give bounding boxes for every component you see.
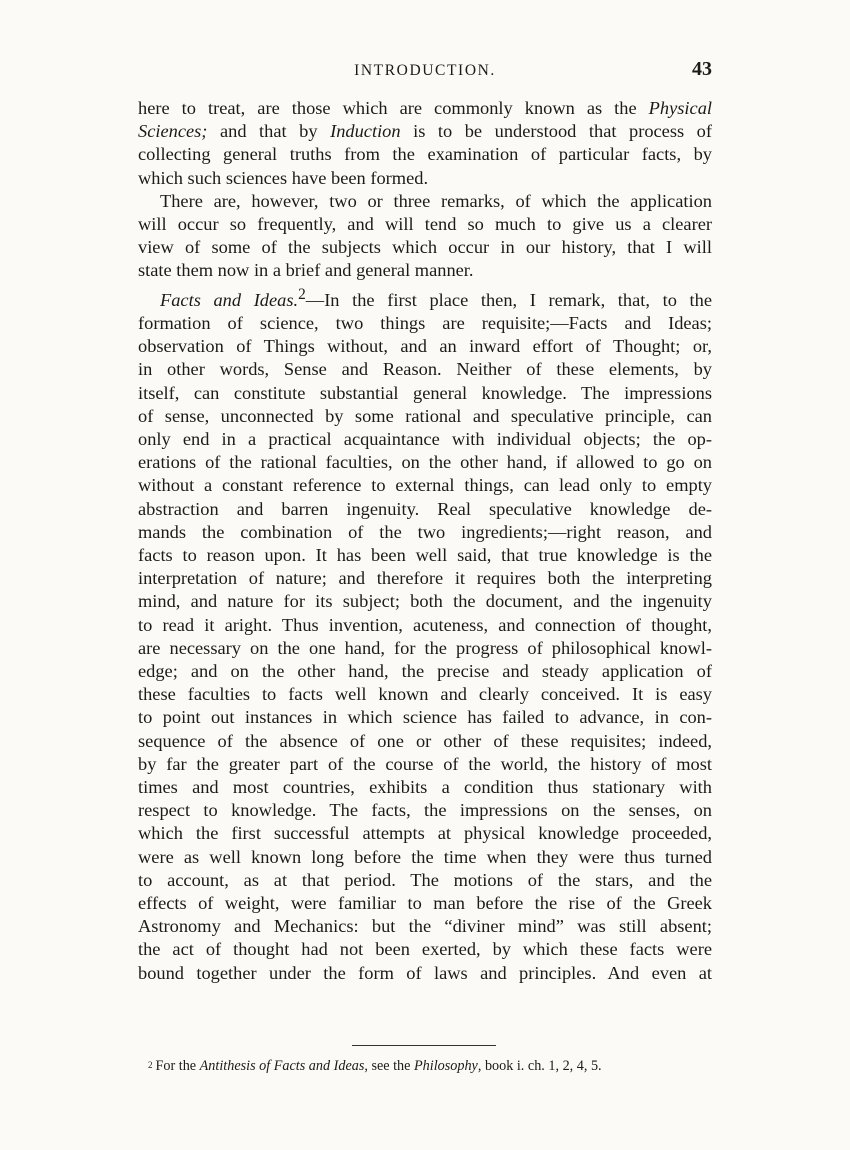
text-line: view of some of the subjects which occur in our history, that I will [138, 237, 712, 258]
text-line: formation of science, two things are requisite;—Facts and Ideas; [138, 312, 712, 333]
body-text [138, 97, 712, 985]
text-line: mind, and nature for its subject; both the document, and the ingenuity [138, 591, 712, 612]
text-line: to account, as at that period. The motions of the stars, and the [138, 869, 712, 890]
text-line: erations of the rational faculties, on the other hand, if allowed to go on [138, 452, 712, 473]
text-line: edge; and on the other hand, the precise and steady application of [138, 661, 712, 681]
text-line: mands the combination of the two ingredients;—right reason, and [138, 521, 712, 542]
text-line: abstraction and barren ingenuity. Real speculative knowledge de- [138, 498, 712, 519]
text-line: without a constant reference to external things, can lead only to empty [138, 475, 712, 496]
text-line: Astronomy and Mechanics: but the “diviner mind” was still absent; [138, 916, 712, 937]
text-line: in other words, Sense and Reason. Neither of these elements, by [138, 359, 712, 380]
text-line: which the first successful attempts at physical knowledge proceeded, [138, 823, 712, 844]
footnote [148, 1058, 708, 1075]
text-line: Facts and Ideas.$^2$—In the first place then, I remark, that, to the [160, 285, 712, 310]
text-line: by far the greater part of the course of the world, the history of most [138, 753, 712, 774]
text-line: to read it aright. Thus invention, acuteness, and connection of thought, [138, 614, 712, 635]
text-line: There are, however, two or three remarks, of which the application [160, 190, 712, 211]
text-line: the act of thought had not been exerted, by which these facts were [138, 939, 712, 960]
text-line: will occur so frequently, and will tend so much to give us a clearer [138, 214, 712, 235]
text-line: of sense, unconnected by some rational and speculative principle, can [138, 405, 712, 426]
text-line: effects of weight, were familiar to man before the rise of the Greek [138, 893, 712, 914]
footnote-text: For the Antithesis of Facts and Ideas, see the Philosophy, book i. ch. 1, 2, 4, 5. [155, 1058, 602, 1074]
text-line: facts to reason upon. It has been well said, that true knowledge is the [138, 544, 712, 565]
text-line: collecting general truths from the examination of particular facts, by [138, 144, 712, 165]
footnote-rule [352, 1045, 496, 1046]
text-line: respect to knowledge. The facts, the impressions on the senses, on [138, 800, 712, 821]
text-line: are necessary on the one hand, for the progress of philosophical knowl- [138, 637, 712, 658]
text-line: itself, can constitute substantial general knowledge. The impressions [138, 382, 712, 403]
text-line: times and most countries, exhibits a condition thus stationary with [138, 777, 712, 798]
text-line: which such sciences have been formed. [138, 167, 429, 188]
text-line: observation of Things without, and an inward effort of Thought; or, [138, 336, 712, 357]
text-line: were as well known long before the time when they were thus turned [138, 846, 712, 867]
text-line: sequence of the absence of one or other of these requisites; indeed, [138, 730, 712, 751]
footnote-mark: 2 [148, 1060, 153, 1070]
page-number: 43 [692, 58, 712, 80]
text-line: Sciences; and that by Induction is to be understood that process of [138, 121, 712, 142]
text-line: to point out instances in which science has failed to advance, in con- [138, 707, 712, 728]
running-head: INTRODUCTION. [354, 62, 496, 79]
page-header [138, 60, 712, 86]
text-line: state them now in a brief and general manner. [138, 260, 474, 281]
text-line: bound together under the form of laws and principles. And even at [138, 962, 712, 983]
text-line: here to treat, are those which are commonly known as the Physical [138, 98, 712, 118]
text-line: these faculties to facts well known and clearly conceived. It is easy [138, 684, 712, 705]
text-line: only end in a practical acquaintance with individual objects; the op- [138, 428, 712, 449]
text-line: interpretation of nature; and therefore it requires both the interpreting [138, 568, 712, 589]
